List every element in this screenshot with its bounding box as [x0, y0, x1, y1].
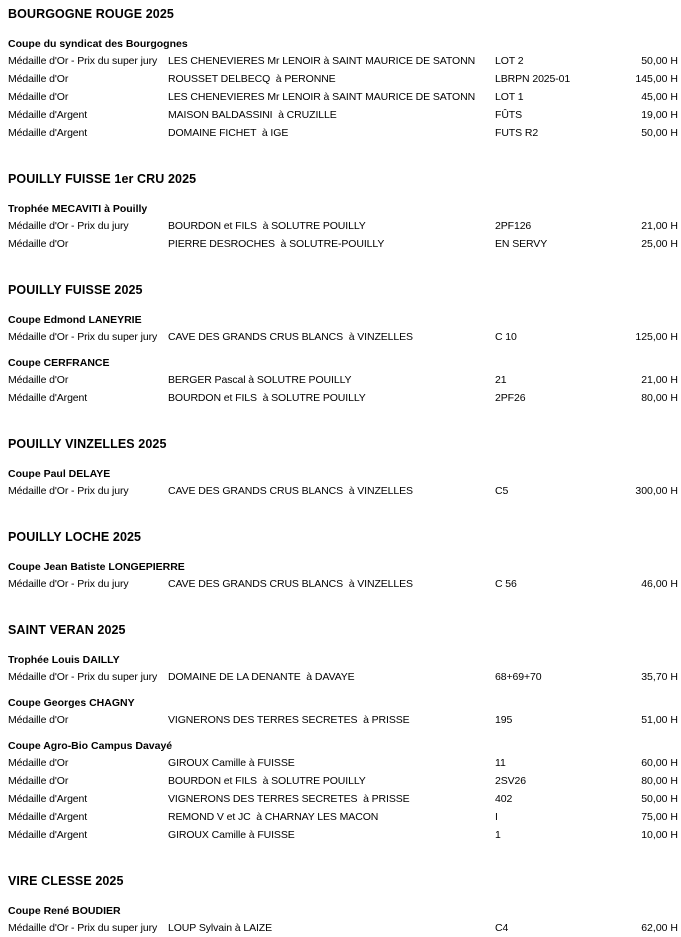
award-cell: Médaille d'Or: [8, 73, 69, 85]
volume-cell: 25,00 H: [641, 238, 678, 250]
result-row: [8, 217, 678, 235]
producer-cell: LES CHENEVIERES Mr LENOIR à SAINT MAURICE DE SATONN: [168, 55, 476, 67]
volume-cell: 51,00 H: [641, 714, 678, 726]
producer-cell: REMOND V et JC à CHARNAY LES MACON: [168, 811, 379, 823]
award-cell: Médaille d'Or - Prix du super jury: [8, 331, 158, 343]
volume-cell: 19,00 H: [641, 109, 678, 121]
award-group-title: Coupe CERFRANCE: [8, 357, 110, 369]
volume-cell: 10,00 H: [641, 829, 678, 841]
result-row: [8, 826, 678, 844]
award-cell: Médaille d'Argent: [8, 811, 88, 823]
award-group-title: Coupe Paul DELAYE: [8, 468, 111, 480]
result-row: [8, 754, 678, 772]
appellation-section: [8, 437, 678, 500]
producer-cell: BOURDON et FILS à SOLUTRE POUILLY: [168, 775, 366, 787]
volume-cell: 62,00 H: [641, 922, 678, 934]
award-group-title: Coupe Jean Batiste LONGEPIERRE: [8, 561, 185, 573]
result-row: [8, 790, 678, 808]
volume-cell: 21,00 H: [641, 220, 678, 232]
producer-cell: DOMAINE DE LA DENANTE à DAVAYE: [168, 671, 355, 683]
award-cell: Médaille d'Argent: [8, 127, 88, 139]
result-row: [8, 668, 678, 686]
award-group-title: Trophée MECAVITI à Pouilly: [8, 203, 148, 215]
award-cell: Médaille d'Or - Prix du jury: [8, 220, 129, 232]
lot-cell: C4: [495, 922, 509, 934]
result-row: [8, 482, 678, 500]
volume-cell: 80,00 H: [641, 775, 678, 787]
producer-cell: VIGNERONS DES TERRES SECRETES à PRISSE: [168, 714, 410, 726]
lot-cell: C 56: [495, 578, 517, 590]
volume-cell: 45,00 H: [641, 91, 678, 103]
award-cell: Médaille d'Argent: [8, 793, 88, 805]
lot-cell: C 10: [495, 331, 517, 343]
appellation-section: [8, 283, 678, 407]
appellation-title: SAINT VERAN 2025: [8, 623, 126, 637]
award-cell: Médaille d'Or: [8, 374, 69, 386]
volume-cell: 75,00 H: [641, 811, 678, 823]
result-row: [8, 371, 678, 389]
lot-cell: C5: [495, 485, 509, 497]
award-group: [8, 355, 678, 407]
result-row: [8, 328, 678, 346]
award-group: [8, 466, 678, 500]
volume-cell: 300,00 H: [635, 485, 678, 497]
award-cell: Médaille d'Argent: [8, 829, 88, 841]
award-cell: Médaille d'Or: [8, 91, 69, 103]
producer-cell: CAVE DES GRANDS CRUS BLANCS à VINZELLES: [168, 578, 413, 590]
lot-cell: 1: [495, 829, 501, 841]
producer-cell: VIGNERONS DES TERRES SECRETES à PRISSE: [168, 793, 410, 805]
award-group: [8, 903, 678, 937]
result-row: [8, 106, 678, 124]
lot-cell: 402: [495, 793, 513, 805]
award-cell: Médaille d'Or: [8, 714, 69, 726]
appellation-title: BOURGOGNE ROUGE 2025: [8, 7, 174, 21]
producer-cell: MAISON BALDASSINI à CRUZILLE: [168, 109, 337, 121]
result-row: [8, 88, 678, 106]
lot-cell: 11: [495, 757, 506, 769]
result-row: [8, 772, 678, 790]
award-group: [8, 738, 678, 844]
result-row: [8, 70, 678, 88]
producer-cell: LES CHENEVIERES Mr LENOIR à SAINT MAURICE DE SATONN: [168, 91, 476, 103]
appellation-title: POUILLY FUISSE 1er CRU 2025: [8, 172, 197, 186]
producer-cell: BOURDON et FILS à SOLUTRE POUILLY: [168, 220, 366, 232]
appellation-title: VIRE CLESSE 2025: [8, 874, 124, 888]
award-group-title: Trophée Louis DAILLY: [8, 654, 120, 666]
volume-cell: 60,00 H: [641, 757, 678, 769]
lot-cell: LBRPN 2025-01: [495, 73, 571, 85]
award-group-title: Coupe René BOUDIER: [8, 905, 121, 917]
result-row: [8, 711, 678, 729]
award-cell: Médaille d'Or - Prix du super jury: [8, 671, 158, 683]
appellation-section: [8, 874, 678, 937]
volume-cell: 50,00 H: [641, 793, 678, 805]
appellation-title: POUILLY VINZELLES 2025: [8, 437, 167, 451]
lot-cell: 2PF26: [495, 392, 526, 404]
appellation-section: [8, 623, 678, 844]
award-group-title: Coupe du syndicat des Bourgognes: [8, 38, 188, 50]
award-cell: Médaille d'Or - Prix du super jury: [8, 922, 158, 934]
volume-cell: 80,00 H: [641, 392, 678, 404]
award-cell: Médaille d'Or: [8, 238, 69, 250]
award-cell: Médaille d'Or - Prix du jury: [8, 578, 129, 590]
producer-cell: GIROUX Camille à FUISSE: [168, 829, 295, 841]
lot-cell: 195: [495, 714, 513, 726]
lot-cell: 2PF126: [495, 220, 532, 232]
award-cell: Médaille d'Or: [8, 757, 69, 769]
volume-cell: 46,00 H: [641, 578, 678, 590]
lot-cell: LOT 1: [495, 91, 524, 103]
producer-cell: PIERRE DESROCHES à SOLUTRE-POUILLY: [168, 238, 385, 250]
producer-cell: BERGER Pascal à SOLUTRE POUILLY: [168, 374, 352, 386]
appellation-section: [8, 172, 678, 253]
award-cell: Médaille d'Or: [8, 775, 69, 787]
award-group: [8, 201, 678, 253]
result-row: [8, 235, 678, 253]
lot-cell: LOT 2: [495, 55, 524, 67]
producer-cell: GIROUX Camille à FUISSE: [168, 757, 295, 769]
award-group: [8, 652, 678, 686]
result-row: [8, 575, 678, 593]
appellation-section: [8, 530, 678, 593]
lot-cell: 2SV26: [495, 775, 527, 787]
result-row: [8, 124, 678, 142]
volume-cell: 35,70 H: [641, 671, 678, 683]
award-group-title: Coupe Edmond LANEYRIE: [8, 314, 142, 326]
producer-cell: CAVE DES GRANDS CRUS BLANCS à VINZELLES: [168, 485, 413, 497]
award-cell: Médaille d'Or - Prix du super jury: [8, 55, 158, 67]
result-row: [8, 52, 678, 70]
volume-cell: 145,00 H: [635, 73, 678, 85]
producer-cell: ROUSSET DELBECQ à PERONNE: [168, 73, 336, 85]
lot-cell: I: [495, 811, 498, 823]
producer-cell: CAVE DES GRANDS CRUS BLANCS à VINZELLES: [168, 331, 413, 343]
award-cell: Médaille d'Argent: [8, 392, 88, 404]
award-group-title: Coupe Georges CHAGNY: [8, 697, 135, 709]
award-group: [8, 695, 678, 729]
producer-cell: DOMAINE FICHET à IGE: [168, 127, 289, 139]
result-row: [8, 389, 678, 407]
producer-cell: BOURDON et FILS à SOLUTRE POUILLY: [168, 392, 366, 404]
lot-cell: FÛTS: [495, 109, 523, 121]
award-cell: Médaille d'Argent: [8, 109, 88, 121]
lot-cell: FUTS R2: [495, 127, 539, 139]
volume-cell: 21,00 H: [641, 374, 678, 386]
appellation-title: POUILLY FUISSE 2025: [8, 283, 143, 297]
result-row: [8, 808, 678, 826]
award-group: [8, 36, 678, 142]
result-row: [8, 919, 678, 937]
lot-cell: 21: [495, 374, 507, 386]
appellation-section: [8, 7, 678, 142]
award-cell: Médaille d'Or - Prix du jury: [8, 485, 129, 497]
producer-cell: LOUP Sylvain à LAIZE: [168, 922, 273, 934]
award-group-title: Coupe Agro-Bio Campus Davayé: [8, 740, 173, 752]
award-group: [8, 312, 678, 346]
appellation-title: POUILLY LOCHE 2025: [8, 530, 142, 544]
award-group: [8, 559, 678, 593]
volume-cell: 50,00 H: [641, 55, 678, 67]
lot-cell: EN SERVY: [495, 238, 548, 250]
volume-cell: 125,00 H: [635, 331, 678, 343]
volume-cell: 50,00 H: [641, 127, 678, 139]
lot-cell: 68+69+70: [495, 671, 542, 683]
